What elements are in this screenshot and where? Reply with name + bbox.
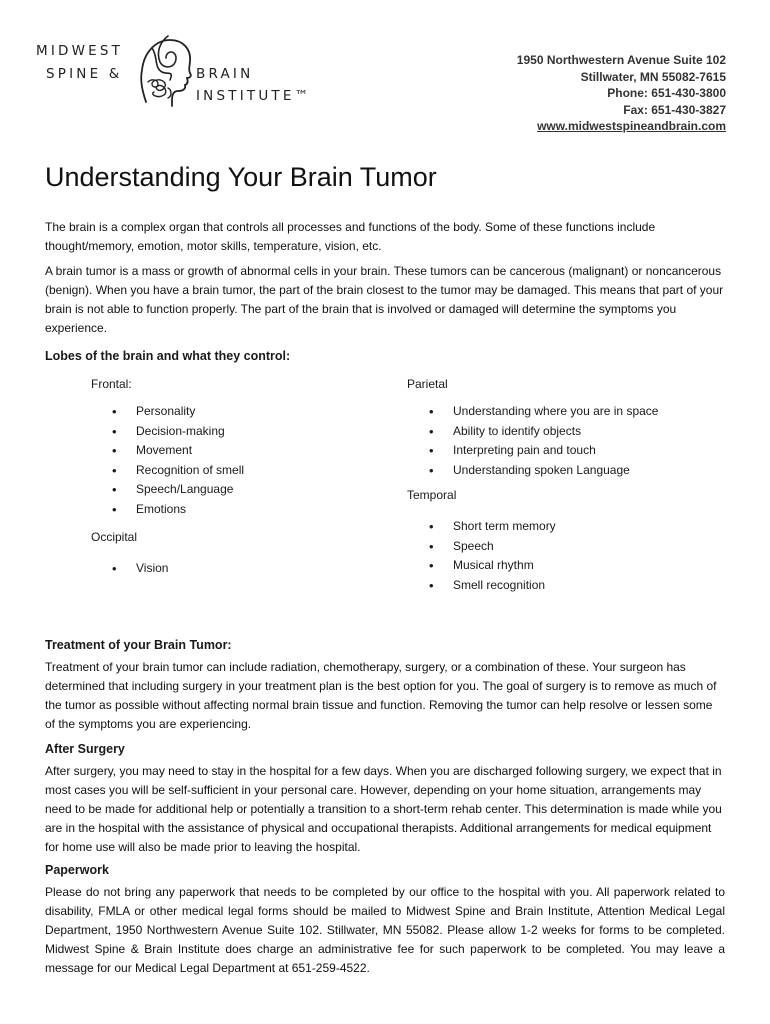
paperwork-paragraph: Please do not bring any paperwork that needs to be completed by our office to the hospital with you. All paperwork related to disability, FMLA or other medical legal forms should be mailed to Midwest Spine and Brain Institute, Attention Medical Legal Department, 1950 Northwestern Avenue Suite 102. Stillwater, MN 55082. Please allow 1-2 weeks for forms to be completed. Midwest Spine & Brain Institute does charge an administrative fee for such paperwork to be completed. You may leave a message for our Medical Legal Department at 651-259-4522. [45, 885, 725, 975]
list-item: • Understanding where you are in space [429, 402, 658, 422]
temporal-label: Temporal [407, 488, 457, 502]
phone-number: Phone: 651-430-3800 [607, 86, 726, 100]
intro-paragraph-1: The brain is a complex organ that controls all processes and functions of the body. Some of these functions include thought/memory, emotion, motor skills, temperature, vision, etc. [45, 220, 656, 253]
page-title: Understanding Your Brain Tumor [45, 162, 437, 192]
list-item: • Musical rhythm [429, 556, 556, 576]
website-link[interactable]: www.midwestspineandbrain.com [537, 119, 726, 133]
parietal-label: Parietal [407, 377, 448, 391]
frontal-list [112, 402, 244, 520]
list-item: • Ability to identify objects [429, 422, 658, 442]
list-item: • Vision [112, 559, 168, 579]
address-line-1: 1950 Northwestern Avenue Suite 102 [516, 53, 726, 67]
list-item: • Speech/Language [112, 480, 244, 500]
address-line-2: Stillwater, MN 55082-7615 [580, 69, 726, 84]
list-item: • Short term memory [429, 517, 556, 537]
intro-paragraph-2: A brain tumor is a mass or growth of abnormal cells in your brain. These tumors can be cancerous (malignant) or noncancerous (benign). When you have a brain tumor, the part of the brain closest to the tumor may be damaged. This means that part of your brain is not able to function properly. The part of the brain that is involved or damaged will determine the symptoms you experience. [45, 264, 724, 335]
parietal-list [429, 402, 658, 480]
temporal-list [429, 517, 556, 595]
list-item: • Recognition of smell [112, 461, 244, 481]
treatment-heading: Treatment of your Brain Tumor: [45, 638, 232, 652]
occipital-label: Occipital [91, 530, 138, 544]
list-item: • Understanding spoken Language [429, 461, 658, 481]
list-item: • Movement [112, 441, 244, 461]
occipital-list [112, 559, 168, 579]
head-brain-logo-icon [138, 34, 194, 108]
after-surgery-paragraph: After surgery, you may need to stay in the hospital for a few days. When you are discharged following surgery, we expect that in most cases you will be self-sufficient in your personal care. However, depending on your home situation, arrangements may need to be made for additional help or potentially a transition to a short-term rehab center. This determination is made while you are in the hospital with the assistance of physical and occupational therapists. Additional arrangements for medical equipment for home use will also be made prior to leaving the hospital. [45, 764, 722, 854]
logo-text-line3: BRAIN [196, 66, 254, 82]
logo [36, 40, 336, 120]
list-item: • Personality [112, 402, 244, 422]
list-item: • Smell recognition [429, 576, 556, 596]
fax-number: Fax: 651-430-3827 [623, 102, 726, 117]
paperwork-heading: Paperwork [45, 863, 109, 877]
treatment-paragraph: Treatment of your brain tumor can include radiation, chemotherapy, surgery, or a combination of these. Your surgeon has determined that including surgery in your treatment plan is the best option for you. The goal of surgery is to remove as much of the tumor as possible without affecting normal brain tissue and function. Removing the tumor can help resolve or lessen some of the symptoms you are experiencing. [45, 660, 717, 731]
after-surgery-heading: After Surgery [45, 742, 125, 756]
list-item: • Interpreting pain and touch [429, 441, 658, 461]
logo-text-line4: INSTITUTE™ [196, 88, 312, 104]
list-item: • Speech [429, 537, 556, 557]
list-item: • Decision-making [112, 422, 244, 442]
lobes-heading: Lobes of the brain and what they control: [45, 349, 291, 363]
list-item: • Emotions [112, 500, 244, 520]
frontal-label: Frontal: [91, 377, 132, 391]
logo-text-line2: SPINE & [46, 66, 123, 82]
contact-block [517, 52, 726, 135]
logo-text-line1: MIDWEST [36, 43, 124, 59]
